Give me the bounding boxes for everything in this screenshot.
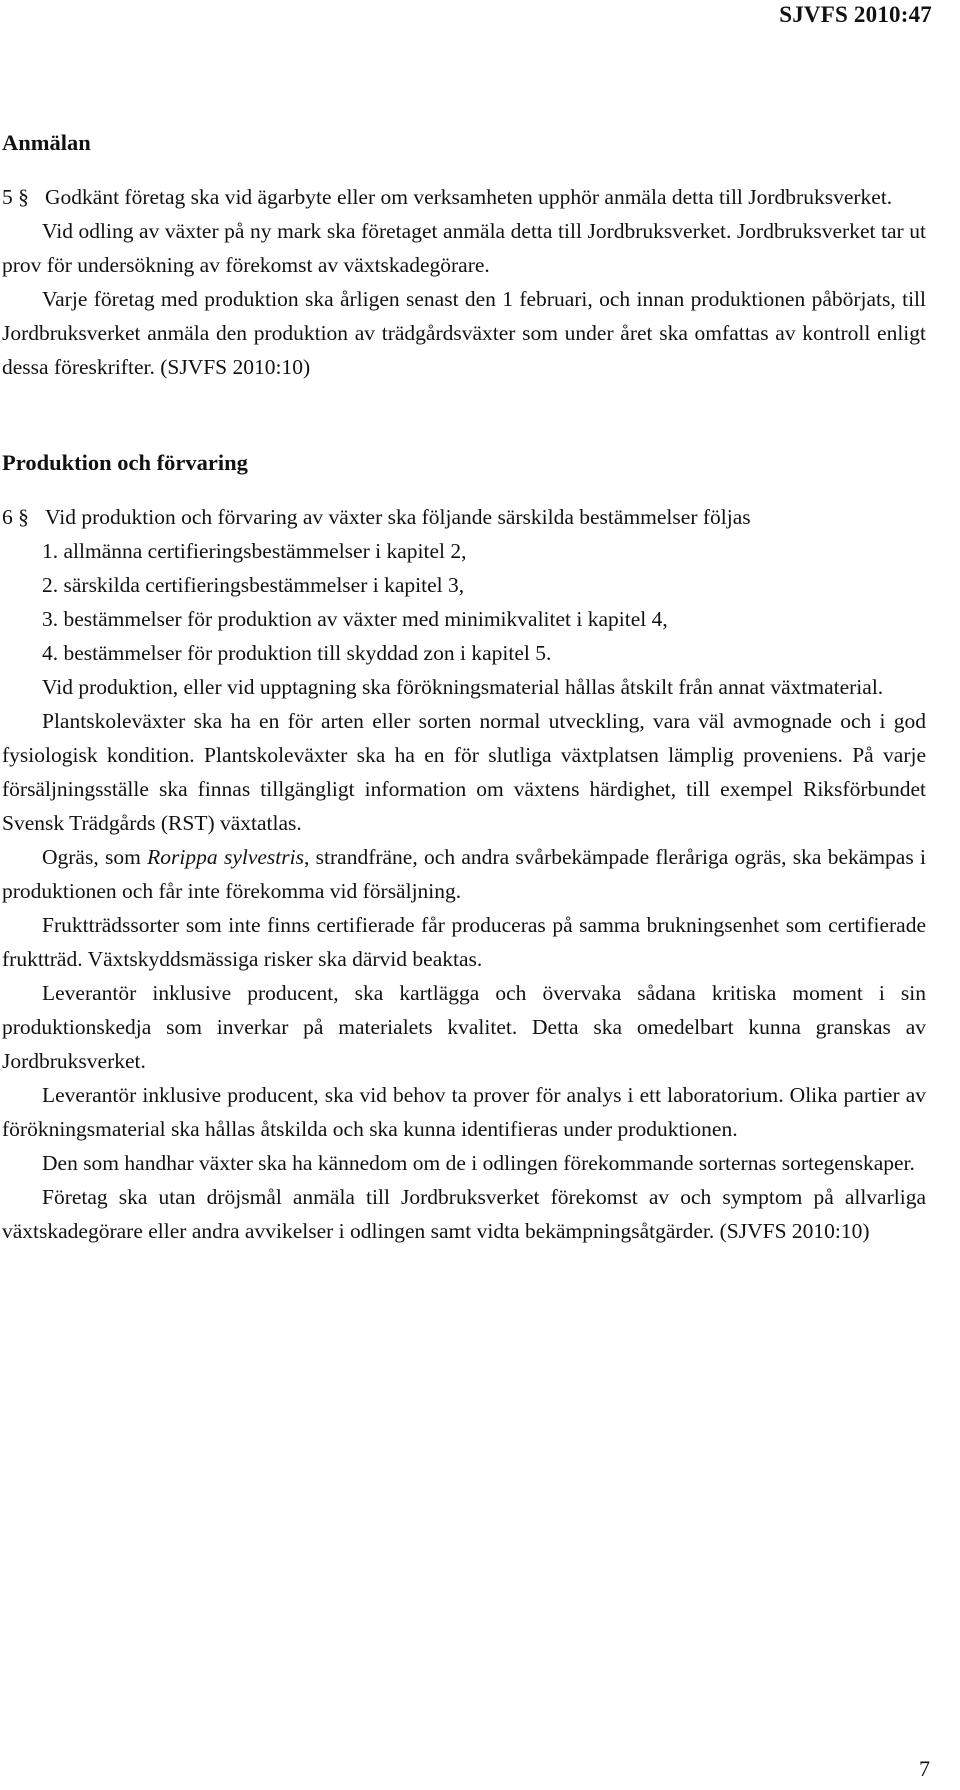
list-item: 3. bestämmelser för produktion av växter med minimikvalitet i kapitel 4,	[42, 607, 668, 631]
paragraph-6-3	[2, 840, 926, 908]
paragraph-6-1: Vid produktion, eller vid upptagning ska förökningsmaterial hållas åtskilt från annat växtmaterial.	[42, 675, 884, 699]
page-number: 7	[919, 1756, 930, 1781]
paragraph-6-4: Fruktträdssorter som inte finns certifierade får produceras på samma brukningsenhet som certifierade fruktträd. Växtskyddsmässiga risker ska därvid beaktas.	[2, 913, 926, 971]
paragraph-text: Ogräs, som	[42, 845, 148, 869]
paragraph-text: Godkänt företag ska vid ägarbyte eller om verksamheten upphör anmäla detta till Jordbruksverket.	[45, 185, 893, 209]
paragraph-6-5: Leverantör inklusive producent, ska kartlägga och övervaka sådana kritiska moment i sin produktionskedja som inverkar på materialets kvalitet. Detta ska omedelbart kunna granskas av Jordbruksverket.	[2, 981, 926, 1073]
paragraph-6-7: Den som handhar växter ska ha kännedom om de i odlingen förekommande sorternas sortegenskaper.	[42, 1151, 915, 1175]
section-heading-anmalan: Anmälan	[2, 130, 91, 155]
list-item: 2. särskilda certifieringsbestämmelser i kapitel 3,	[42, 573, 465, 597]
paragraph-number: 5 §	[2, 185, 29, 209]
list-item: 1. allmänna certifieringsbestämmelser i kapitel 2,	[42, 539, 467, 563]
paragraph-6-2: Plantskoleväxter ska ha en för arten eller sorten normal utveckling, vara väl avmognade och i god fysiologisk kondition. Plantskoleväxter ska ha en för slutliga växtplatsen lämplig proveniens. På varje försäljningsställe ska finnas tillgängligt information om växtens härdighet, till exempel Riksförbundet Svensk Trädgårds (RST) växtatlas.	[2, 709, 926, 835]
paragraph-6-8: Företag ska utan dröjsmål anmäla till Jordbruksverket förekomst av och symptom på allvarliga växtskadegörare eller andra avvikelser i odlingen samt vidta bekämpningsåtgärder. (SJVFS 2010:10)	[2, 1185, 926, 1243]
paragraph-number: 6 §	[2, 505, 29, 529]
paragraph-5-2: Vid odling av växter på ny mark ska företaget anmäla detta till Jordbruksverket. Jordbruksverket tar ut prov för undersökning av förekomst av växtskadegörare.	[2, 219, 926, 277]
list-item: 4. bestämmelser för produktion till skyddad zon i kapitel 5.	[42, 641, 552, 665]
section-anmalan-body	[2, 180, 926, 384]
paragraph-text: , strandfräne, och andra svårbekämpade fleråriga ogräs, ska bekämpas i produktionen och får inte förekomma vid försäljning.	[2, 845, 926, 903]
paragraph-text: Vid produktion och förvaring av växter ska följande särskilda bestämmelser följas	[45, 505, 751, 529]
section-produktion-body	[2, 500, 926, 1248]
paragraph-6-6: Leverantör inklusive producent, ska vid behov ta prover för analys i ett laboratorium. Olika partier av förökningsmaterial ska hållas åtskilda och ska kunna identifieras under produktionen.	[2, 1083, 926, 1141]
paragraph-5-1	[2, 180, 926, 214]
section-heading-produktion: Produktion och förvaring	[2, 450, 248, 475]
species-name: Rorippa sylvestris	[147, 845, 304, 869]
paragraph-6-intro	[2, 500, 926, 534]
document-reference: SJVFS 2010:47	[779, 2, 932, 27]
paragraph-5-3: Varje företag med produktion ska årligen senast den 1 februari, och innan produktionen påbörjats, till Jordbruksverket anmäla den produktion av trädgårdsväxter som under året ska omfattas av kontroll enligt dessa föreskrifter. (SJVFS 2010:10)	[2, 287, 926, 379]
